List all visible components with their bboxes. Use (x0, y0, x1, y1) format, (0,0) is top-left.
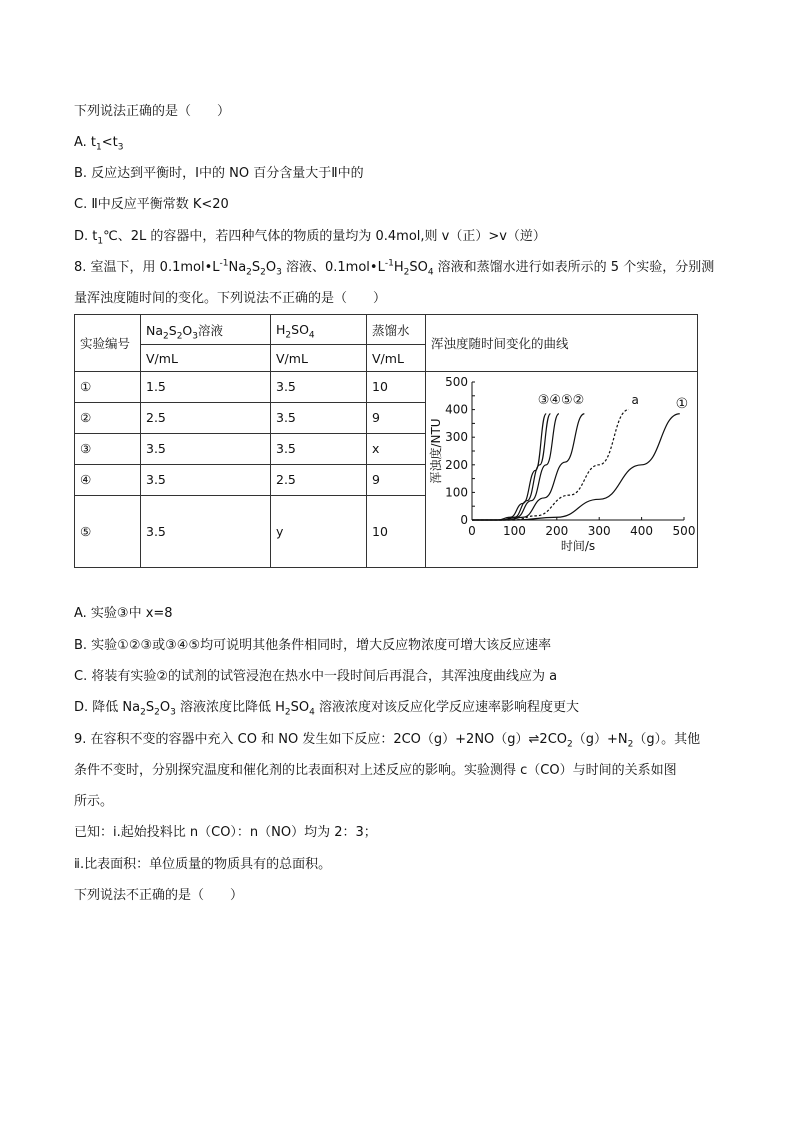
q7-option-d (74, 228, 546, 246)
chart-cell (426, 372, 698, 568)
header-exp-no: 实验编号 (75, 315, 141, 372)
row-na: 3.5 (141, 433, 271, 464)
header-water: 蒸馏水 (367, 315, 426, 345)
row-id: ③ (75, 433, 141, 464)
y-tick-label: 100 (445, 485, 468, 500)
q8-stem-line2: 量浑浊度随时间的变化。下列说法不正确的是（ ） (74, 291, 387, 306)
y-tick-label: 200 (445, 457, 468, 472)
unit-na: V/mL (141, 345, 271, 372)
y-tick-label: 0 (460, 513, 468, 527)
q7-stem: 下列说法正确的是（ ） (74, 104, 231, 119)
table-header-row (75, 315, 698, 345)
header-na2s2o3: $Na_2S_2O_3$溶液 (141, 315, 271, 345)
row-na: 2.5 (141, 402, 271, 433)
x-tick-label: 400 (630, 524, 654, 538)
x-tick-label: 200 (545, 524, 569, 538)
row-water: 9 (367, 402, 426, 433)
q9-known-2: ⅱ.比表面积：单位质量的物质具有的总面积。 (74, 857, 332, 872)
header-h2so4: $H_2SO_4$ (271, 315, 367, 345)
series-line (472, 410, 629, 520)
row-water: 10 (367, 372, 426, 403)
y-tick-label: 400 (445, 402, 468, 417)
q7-a-mid: <t (101, 135, 118, 150)
q7-a-sub2: 3 (117, 142, 124, 153)
unit-water: V/mL (367, 345, 426, 372)
y-tick-label: 500 (445, 375, 468, 389)
q7-d-rest: ℃、2L 的容器中，若四种气体的物质的量均为 0.4mol,则 v（正）>v（逆） (103, 229, 546, 244)
y-tick-label: 300 (445, 430, 468, 445)
q7-option-b: B. 反应达到平衡时，Ⅰ中的 NO 百分含量大于Ⅱ中的 (74, 166, 364, 181)
row-acid: 3.5 (271, 433, 367, 464)
x-axis-label: 时间/s (560, 539, 596, 553)
q7-d-sub: 1 (97, 236, 104, 247)
q9-stem-line2: 条件不变时，分别探究温度和催化剂的比表面积对上述反应的影响。实验测得 c（CO）与时间的关系如图 (74, 763, 677, 778)
q8-option-a: A. 实验③中 x=8 (74, 606, 173, 621)
q7-option-c: C. Ⅱ中反应平衡常数 K<20 (74, 197, 229, 212)
q8-option-d: D. 降低 $Na_2S_2O_3$ 溶液浓度比降低 $H_2SO_4$ 溶液浓度对该反应化学反应速率影响程度更大 (74, 700, 579, 718)
series-line (472, 414, 680, 520)
experiment-table (74, 314, 698, 568)
turbidity-chart (426, 372, 696, 564)
unit-acid: V/mL (271, 345, 367, 372)
row-id: ⑤ (75, 495, 141, 567)
q8-stem-line1: 8. 室温下，用 $0.1mol•L^{-1}Na_2S_2O_3$ 溶液、$0.1mol•L^{-1}H_2SO_4$ 溶液和蒸馏水进行如表所示的 5 个实验，分别测 (74, 258, 715, 278)
row-acid: y (271, 495, 367, 567)
x-tick-label: 500 (672, 524, 696, 538)
q7-d-text: D. t (74, 229, 98, 244)
series-line (472, 414, 584, 520)
q7-a-sub1: 1 (96, 142, 102, 153)
y-axis-label: 浑浊度/NTU (429, 418, 443, 484)
series-label-group: ③④⑤② (537, 393, 585, 409)
row-water: 9 (367, 464, 426, 495)
row-water: 10 (367, 495, 426, 567)
q7-option-a (74, 134, 124, 152)
q9-known-1: 已知：ⅰ.起始投料比 n（CO）：n（NO）均为 2：3； (74, 825, 377, 840)
row-acid: 3.5 (271, 372, 367, 403)
q7-a-text: A. t (74, 135, 97, 150)
series-line (472, 414, 550, 520)
q9-question: 下列说法不正确的是（ ） (74, 888, 244, 903)
q8-option-c: C. 将装有实验②的试剂的试管浸泡在热水中一段时间后再混合，其浑浊度曲线应为 a (74, 669, 558, 684)
x-tick-label: 300 (587, 524, 611, 538)
series-label-1: ① (675, 396, 689, 413)
q9-stem-line3: 所示。 (74, 794, 114, 809)
row-id: ② (75, 402, 141, 433)
x-tick-label: 100 (502, 524, 526, 538)
row-id: ① (75, 372, 141, 403)
row-na: 3.5 (141, 495, 271, 567)
q8-option-b: B. 实验①②③或③④⑤均可说明其他条件相同时，增大反应物浓度可增大该反应速率 (74, 638, 552, 653)
row-acid: 2.5 (271, 464, 367, 495)
row-water: x (367, 433, 426, 464)
q9-stem-line1: 9. 在容积不变的容器中充入 CO 和 NO 发生如下反应：$2CO(g)+2NO(g)\rightleftharpoons 2CO_2(g)+N_2(g)$。其他 (74, 732, 701, 750)
table-row (75, 372, 698, 403)
row-id: ④ (75, 464, 141, 495)
row-na: 3.5 (141, 464, 271, 495)
x-tick-label: 0 (468, 524, 476, 538)
row-acid: 3.5 (271, 402, 367, 433)
row-na: 1.5 (141, 372, 271, 403)
series-label-a: a (631, 393, 639, 408)
header-curve: 浑浊度随时间变化的曲线 (426, 315, 698, 372)
